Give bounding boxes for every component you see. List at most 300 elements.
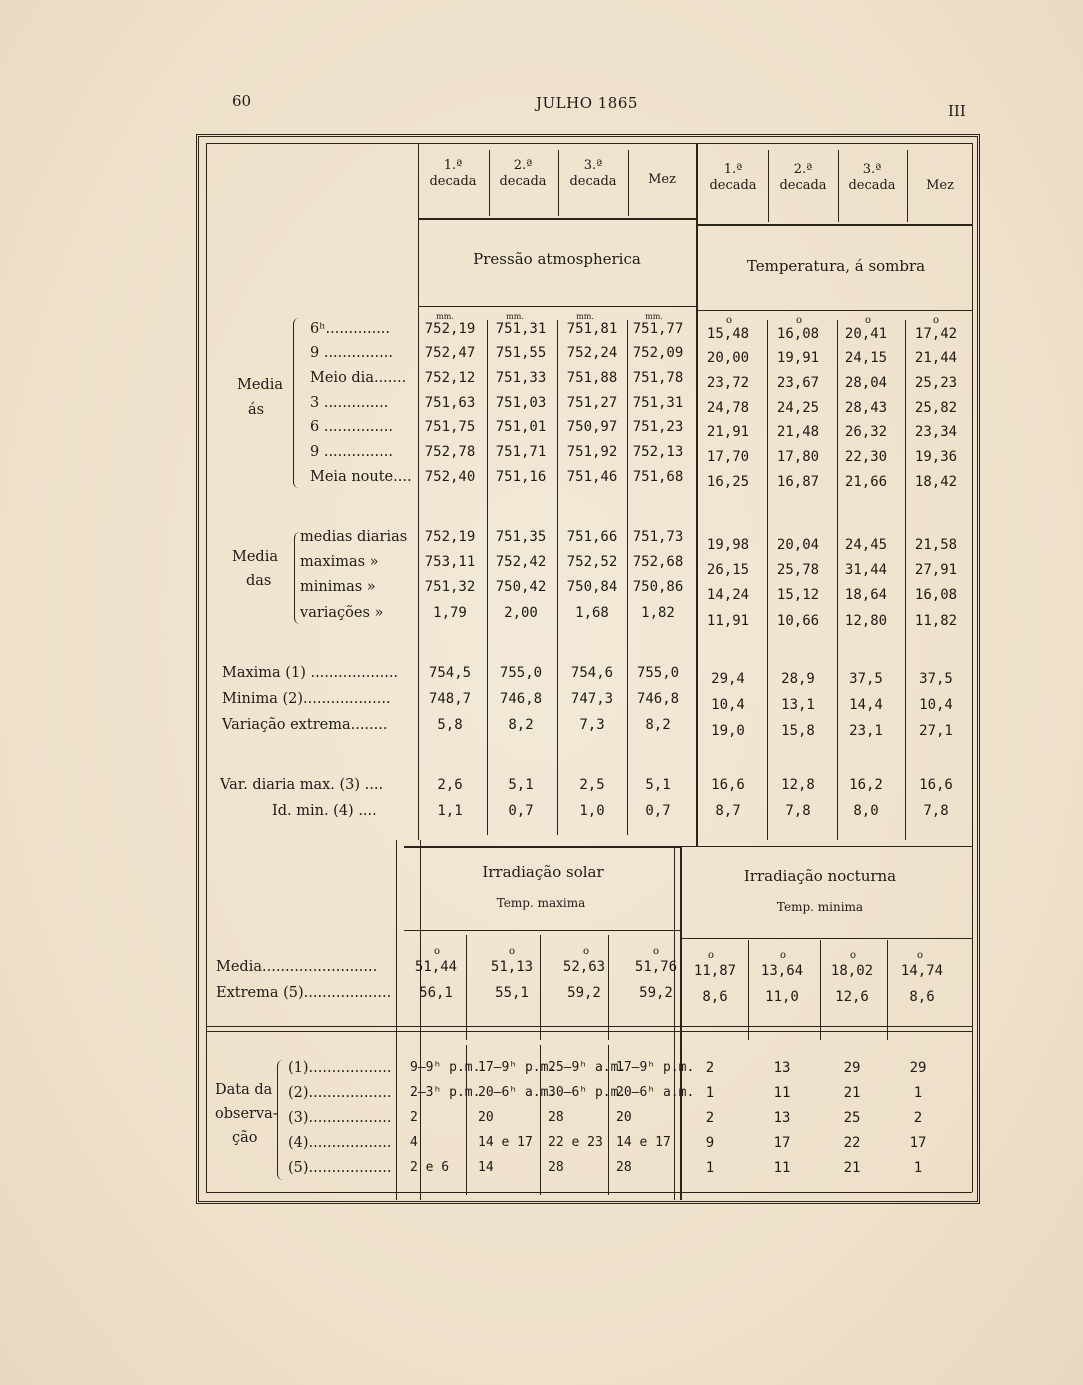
cell-value: 751,23 <box>632 419 684 435</box>
pressure-header <box>429 158 476 191</box>
cell-value: 12,6 <box>835 989 869 1005</box>
cell-value: 752,47 <box>424 345 476 361</box>
cell-value: 751,78 <box>632 370 684 386</box>
cell-value: 0,7 <box>645 803 671 819</box>
row-label: Extrema (5)................... <box>216 985 392 1001</box>
cell-value: 751,46 <box>566 469 618 485</box>
cell-value: 10,4 <box>711 697 745 713</box>
cell-value: 19,91 <box>776 350 820 366</box>
section-solar: Irradiação solar <box>482 863 604 881</box>
cell-value: 25,78 <box>776 562 820 578</box>
grid-vline <box>628 150 629 216</box>
row-label: Maxima (1) ................... <box>222 665 399 681</box>
row-label: 6ʰ.............. <box>310 321 391 337</box>
cell-value: 751,31 <box>495 321 547 337</box>
cell-value: 751,32 <box>424 579 476 595</box>
cell-value: 747,3 <box>570 691 614 707</box>
grid-vline <box>466 935 467 1040</box>
cell-value: 21,66 <box>844 474 888 490</box>
grid-vline <box>748 940 749 1040</box>
row-label: 9 ............... <box>310 444 393 460</box>
cell-value: 21,48 <box>776 424 820 440</box>
cell-value: 9–9ʰ p.m. <box>410 1060 481 1075</box>
cell-value: 25,82 <box>914 400 958 416</box>
cell-value: 10,4 <box>919 697 953 713</box>
section-pressure: Pressão atmospherica <box>473 250 641 268</box>
cell-value: 7,8 <box>785 803 811 819</box>
cell-value: 752,78 <box>424 444 476 460</box>
cell-value: 37,5 <box>849 671 883 687</box>
unit-degree: o <box>932 315 940 326</box>
cell-value: 751,66 <box>566 529 618 545</box>
cell-value: 10,66 <box>776 613 820 629</box>
cell-value: 21 <box>843 1085 861 1101</box>
cell-value: 752,42 <box>495 554 547 570</box>
grid-hline <box>206 1031 972 1032</box>
grid-vline <box>420 840 421 1200</box>
row-label: (1).................. <box>288 1060 392 1076</box>
cell-value: 22,30 <box>844 449 888 465</box>
cell-value: 8,7 <box>715 803 741 819</box>
group-label-das: das <box>246 573 272 589</box>
section-nocturnal: Irradiação nocturna <box>743 867 897 885</box>
unit-degree: o <box>916 950 924 961</box>
cell-value: 751,55 <box>495 345 547 361</box>
cell-value: 51,76 <box>634 959 678 975</box>
cell-value: 16,6 <box>919 777 953 793</box>
cell-value: 751,01 <box>495 419 547 435</box>
grid-vline <box>838 150 839 222</box>
cell-value: 752,68 <box>632 554 684 570</box>
cell-value: 59,2 <box>639 985 673 1001</box>
temperature-header <box>779 162 826 195</box>
row-label: 9 ............... <box>310 345 393 361</box>
cell-value: 752,19 <box>424 529 476 545</box>
grid-vline <box>767 320 768 840</box>
cell-value: 55,1 <box>495 985 529 1001</box>
group-label-observa: observa- <box>215 1106 278 1122</box>
cell-value: 5,8 <box>437 717 463 733</box>
cell-value: 15,48 <box>706 326 750 342</box>
cell-value: 20–6ʰ a.m. <box>478 1085 557 1100</box>
cell-value: 751,03 <box>495 395 547 411</box>
group-label-cao: ção <box>232 1130 258 1146</box>
cell-value: 754,6 <box>570 665 614 681</box>
row-label: (4).................. <box>288 1135 392 1151</box>
cell-value: 15,8 <box>781 723 815 739</box>
cell-value: 8,2 <box>508 717 534 733</box>
grid-hline <box>418 306 696 307</box>
cell-value: 25 <box>843 1110 861 1126</box>
cell-value: 751,92 <box>566 444 618 460</box>
cell-value: 751,75 <box>424 419 476 435</box>
cell-value: 14,4 <box>849 697 883 713</box>
grid-hline <box>404 846 680 848</box>
header-line: decada <box>429 174 477 190</box>
grid-vline <box>972 143 973 1192</box>
row-label: (2).................. <box>288 1085 392 1101</box>
row-label: Var. diaria max. (3) .... <box>220 777 384 793</box>
cell-value: 17,42 <box>914 326 958 342</box>
cell-value: 16,2 <box>849 777 883 793</box>
pressure-header <box>648 172 676 188</box>
cell-value: 9 <box>705 1135 715 1151</box>
grid-hline <box>206 1192 972 1193</box>
grid-vline <box>627 320 628 835</box>
grid-vline <box>487 320 488 835</box>
cell-value: 26,32 <box>844 424 888 440</box>
row-label: 6 ............... <box>310 419 393 435</box>
header-line: 3.ª <box>583 158 603 173</box>
cell-value: 14,24 <box>706 587 750 603</box>
cell-value: 11,0 <box>765 989 799 1005</box>
cell-value: 17–9ʰ p.m. <box>616 1060 695 1075</box>
cell-value: 20 <box>478 1110 494 1125</box>
unit-degree: o <box>864 315 872 326</box>
grid-hline <box>418 218 696 220</box>
cell-value: 16,25 <box>706 474 750 490</box>
cell-value: 1 <box>913 1085 923 1101</box>
cell-value: 27,1 <box>919 723 953 739</box>
cell-value: 752,19 <box>424 321 476 337</box>
grid-vline <box>905 320 906 840</box>
cell-value: 23,1 <box>849 723 883 739</box>
cell-value: 755,0 <box>499 665 543 681</box>
grid-vline <box>887 940 888 1040</box>
grid-vline <box>820 940 821 1040</box>
row-label: (3).................. <box>288 1110 392 1126</box>
row-label: Id. min. (4) .... <box>272 803 377 819</box>
cell-value: 26,15 <box>706 562 750 578</box>
cell-value: 2 <box>705 1060 715 1076</box>
unit-degree: o <box>582 946 590 957</box>
cell-value: 20–6ʰ a.m. <box>616 1085 695 1100</box>
grid-vline <box>608 935 609 1040</box>
header-line: 2.ª <box>793 162 813 177</box>
cell-value: 13 <box>773 1060 791 1076</box>
cell-value: 751,33 <box>495 370 547 386</box>
row-label: Media......................... <box>216 959 378 975</box>
cell-value: 30–6ʰ p.m. <box>548 1085 627 1100</box>
grid-vline <box>837 320 838 840</box>
cell-value: 22 e 23 <box>548 1135 603 1150</box>
cell-value: 751,31 <box>632 395 684 411</box>
cell-value: 15,12 <box>776 587 820 603</box>
grid-vline <box>206 143 207 1192</box>
grid-vline <box>557 320 558 835</box>
cell-value: 1,0 <box>579 803 605 819</box>
header-line: Mez <box>648 172 676 187</box>
row-label: Meio dia....... <box>310 370 407 386</box>
cell-value: 24,25 <box>776 400 820 416</box>
cell-value: 28,9 <box>781 671 815 687</box>
cell-value: 25–9ʰ a.m. <box>548 1060 627 1075</box>
temperature-header <box>926 178 954 194</box>
cell-value: 751,27 <box>566 395 618 411</box>
cell-value: 5,1 <box>645 777 671 793</box>
unit-mm: mm. <box>576 312 594 321</box>
cell-value: 13,1 <box>781 697 815 713</box>
cell-value: 7,8 <box>923 803 949 819</box>
cell-value: 752,09 <box>632 345 684 361</box>
unit-degree: o <box>508 946 516 957</box>
cell-value: 752,24 <box>566 345 618 361</box>
cell-value: 751,77 <box>632 321 684 337</box>
cell-value: 21,44 <box>914 350 958 366</box>
cell-value: 29 <box>843 1060 861 1076</box>
group-label-media: Media <box>237 377 283 393</box>
cell-value: 18,02 <box>830 963 874 979</box>
cell-value: 28 <box>548 1110 564 1125</box>
cell-value: 7,3 <box>579 717 605 733</box>
cell-value: 24,15 <box>844 350 888 366</box>
unit-mm: mm. <box>506 312 524 321</box>
unit-degree: o <box>795 315 803 326</box>
header-line: decada <box>499 174 547 190</box>
row-label: minimas » <box>300 579 376 595</box>
cell-value: 12,80 <box>844 613 888 629</box>
header-line: Mez <box>926 178 954 193</box>
row-label: Meia noute.... <box>310 469 412 485</box>
cell-value: 18,64 <box>844 587 888 603</box>
grid-vline <box>680 846 682 1200</box>
header-line: decada <box>779 178 827 194</box>
cell-value: 21 <box>843 1160 861 1176</box>
grid-hline <box>696 224 972 226</box>
cell-value: 20,04 <box>776 537 820 553</box>
cell-value: 27,91 <box>914 562 958 578</box>
cell-value: 28 <box>548 1160 564 1175</box>
temperature-header <box>848 162 895 195</box>
cell-value: 746,8 <box>499 691 543 707</box>
cell-value: 752,12 <box>424 370 476 386</box>
row-label: medias diarias <box>300 529 408 545</box>
cell-value: 20,00 <box>706 350 750 366</box>
cell-value: 4 <box>410 1135 418 1150</box>
cell-value: 14 e 17 <box>478 1135 533 1150</box>
cell-value: 748,7 <box>428 691 472 707</box>
cell-value: 1,82 <box>641 605 675 621</box>
grid-vline <box>418 143 419 840</box>
cell-value: 28,43 <box>844 400 888 416</box>
cell-value: 24,78 <box>706 400 750 416</box>
group-label-as: ás <box>248 402 265 418</box>
cell-value: 52,63 <box>562 959 606 975</box>
row-label: variações » <box>300 605 384 621</box>
cell-value: 23,72 <box>706 375 750 391</box>
cell-value: 751,68 <box>632 469 684 485</box>
cell-value: 23,34 <box>914 424 958 440</box>
cell-value: 11 <box>773 1160 791 1176</box>
header-line: 1.ª <box>443 158 463 173</box>
pressure-header <box>569 158 616 191</box>
cell-value: 752,13 <box>632 444 684 460</box>
cell-value: 23,67 <box>776 375 820 391</box>
section-solar-sub: Temp. maxima <box>496 896 586 910</box>
cell-value: 31,44 <box>844 562 888 578</box>
cell-value: 29,4 <box>711 671 745 687</box>
cell-value: 28,04 <box>844 375 888 391</box>
unit-degree: o <box>779 950 787 961</box>
cell-value: 59,2 <box>567 985 601 1001</box>
cell-value: 16,08 <box>776 326 820 342</box>
cell-value: 16,08 <box>914 587 958 603</box>
cell-value: 11,91 <box>706 613 750 629</box>
row-label: maximas » <box>300 554 379 570</box>
section-temperature: Temperatura, á sombra <box>746 257 926 275</box>
cell-value: 17 <box>909 1135 927 1151</box>
unit-degree: o <box>725 315 733 326</box>
cell-value: 751,73 <box>632 529 684 545</box>
row-label: 3 .............. <box>310 395 389 411</box>
cell-value: 751,71 <box>495 444 547 460</box>
cell-value: 755,0 <box>636 665 680 681</box>
cell-value: 750,86 <box>632 579 684 595</box>
cell-value: 751,88 <box>566 370 618 386</box>
cell-value: 13 <box>773 1110 791 1126</box>
cell-value: 5,1 <box>508 777 534 793</box>
cell-value: 751,16 <box>495 469 547 485</box>
row-label: Minima (2)................... <box>222 691 391 707</box>
temperature-header <box>709 162 756 195</box>
grid-vline <box>489 150 490 216</box>
cell-value: 8,2 <box>645 717 671 733</box>
cell-value: 28 <box>616 1160 632 1175</box>
cell-value: 24,45 <box>844 537 888 553</box>
grid-hline <box>404 930 680 931</box>
cell-value: 754,5 <box>428 665 472 681</box>
cell-value: 14 <box>478 1160 494 1175</box>
page-number: 60 <box>232 92 252 110</box>
brace-dates <box>277 1060 286 1180</box>
header-line: decada <box>848 178 896 194</box>
cell-value: 21,91 <box>706 424 750 440</box>
grid-hline <box>206 143 972 144</box>
cell-value: 56,1 <box>419 985 453 1001</box>
cell-value: 8,6 <box>909 989 935 1005</box>
cell-value: 51,44 <box>414 959 458 975</box>
cell-value: 14,74 <box>900 963 944 979</box>
cell-value: 2–3ʰ p.m. <box>410 1085 481 1100</box>
cell-value: 22 <box>843 1135 861 1151</box>
cell-value: 2,00 <box>504 605 538 621</box>
header-line: 1.ª <box>723 162 743 177</box>
brace-hours <box>293 318 302 488</box>
cell-value: 750,97 <box>566 419 618 435</box>
group-label-data: Data da <box>215 1082 273 1098</box>
unit-degree: o <box>652 946 660 957</box>
cell-value: 750,42 <box>495 579 547 595</box>
cell-value: 20,41 <box>844 326 888 342</box>
grid-vline <box>768 150 769 222</box>
cell-value: 17,70 <box>706 449 750 465</box>
cell-value: 751,35 <box>495 529 547 545</box>
cell-value: 29 <box>909 1060 927 1076</box>
cell-value: 2 <box>705 1110 715 1126</box>
cell-value: 2 <box>913 1110 923 1126</box>
cell-value: 17–9ʰ p.m. <box>478 1060 557 1075</box>
unit-degree: o <box>849 950 857 961</box>
page-title: JULHO 1865 <box>536 94 638 112</box>
cell-value: 8,6 <box>702 989 728 1005</box>
unit-degree: o <box>707 950 715 961</box>
header-line: decada <box>709 178 757 194</box>
cell-value: 2,5 <box>579 777 605 793</box>
cell-value: 17 <box>773 1135 791 1151</box>
grid-vline <box>907 150 908 222</box>
cell-value: 13,64 <box>760 963 804 979</box>
cell-value: 20 <box>616 1110 632 1125</box>
cell-value: 0,7 <box>508 803 534 819</box>
grid-hline <box>680 846 972 847</box>
cell-value: 1,79 <box>433 605 467 621</box>
grid-vline <box>696 143 698 846</box>
header-line: decada <box>569 174 617 190</box>
grid-vline <box>558 150 559 216</box>
cell-value: 21,58 <box>914 537 958 553</box>
row-label: (5).................. <box>288 1160 392 1176</box>
cell-value: 51,13 <box>490 959 534 975</box>
cell-value: 752,52 <box>566 554 618 570</box>
cell-value: 1 <box>705 1160 715 1176</box>
cell-value: 2 <box>410 1110 418 1125</box>
pressure-header <box>499 158 546 191</box>
cell-value: 8,0 <box>853 803 879 819</box>
row-label: Variação extrema........ <box>222 717 388 733</box>
grid-vline <box>396 840 397 1200</box>
cell-value: 14 e 17 <box>616 1135 671 1150</box>
grid-hline <box>206 1026 972 1027</box>
cell-value: 1,68 <box>575 605 609 621</box>
unit-mm: mm. <box>436 312 454 321</box>
cell-value: 753,11 <box>424 554 476 570</box>
grid-hline <box>696 310 972 311</box>
header-line: 2.ª <box>513 158 533 173</box>
cell-value: 12,8 <box>781 777 815 793</box>
cell-value: 19,36 <box>914 449 958 465</box>
cell-value: 1,1 <box>437 803 463 819</box>
cell-value: 751,63 <box>424 395 476 411</box>
cell-value: 1 <box>705 1085 715 1101</box>
group-label-media-2: Media <box>232 549 278 565</box>
cell-value: 752,40 <box>424 469 476 485</box>
cell-value: 11 <box>773 1085 791 1101</box>
grid-vline <box>540 935 541 1040</box>
page-roman-numeral: III <box>948 102 966 120</box>
header-line: 3.ª <box>862 162 882 177</box>
cell-value: 1 <box>913 1160 923 1176</box>
cell-value: 2,6 <box>437 777 463 793</box>
cell-value: 16,6 <box>711 777 745 793</box>
cell-value: 2 e 6 <box>410 1160 450 1175</box>
unit-mm: mm. <box>645 312 663 321</box>
cell-value: 16,87 <box>776 474 820 490</box>
unit-degree: o <box>433 946 441 957</box>
cell-value: 751,81 <box>566 321 618 337</box>
grid-vline <box>674 846 675 1200</box>
cell-value: 19,98 <box>706 537 750 553</box>
cell-value: 19,0 <box>711 723 745 739</box>
cell-value: 11,82 <box>914 613 958 629</box>
cell-value: 750,84 <box>566 579 618 595</box>
grid-hline <box>680 938 972 939</box>
cell-value: 18,42 <box>914 474 958 490</box>
section-nocturnal-sub: Temp. minima <box>776 900 864 914</box>
cell-value: 11,87 <box>693 963 737 979</box>
cell-value: 25,23 <box>914 375 958 391</box>
cell-value: 17,80 <box>776 449 820 465</box>
cell-value: 37,5 <box>919 671 953 687</box>
